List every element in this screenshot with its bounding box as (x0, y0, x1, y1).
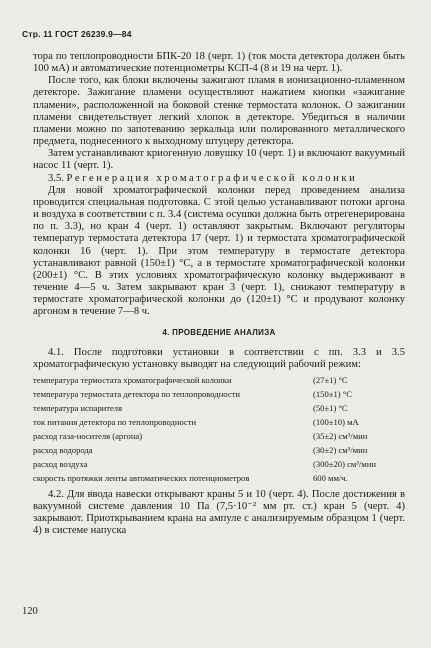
param-name: ток питания детектора по теплопроводности (33, 416, 197, 427)
paragraph: тора по теплопроводности БПК-20 18 (черт. 1) (ток моста детектора должен быть 100 мА) и автоматические потенциометры КСП-4 (8 и 19 на черт. 1). (33, 51, 405, 75)
param-name: расход водорода (33, 444, 93, 455)
page-header: Стр. 11 ГОСТ 26239.9—84 (22, 29, 132, 39)
paragraph: Для новой хроматографической колонки перед проведением анализа проводится специальная подготовка. С этой целью устанавливают потоки аргона и воздуха в соответствии с п. 3.4 (система осушки должна быть отрегенерирована по п. 3.3), но кран 4 (черт. 1) оставляют закрытым. Включают регуляторы температур термостата детектора 17 (черт. 1) и термостата хроматографической колонки 16 (черт. 1). При этом температуру в термостате детектора устанавливают равной (150±1) °С, а в термостате хроматографической колонки (200±1) °С. В этих условиях хроматографическую колонку выдерживают в течение 4—5 ч. Затем закрывают кран 3 (черт. 1), снижают температуру в термостате хроматографической колонки до (120±1) °С и продувают колонку аргоном в течение 7—8 ч. (33, 184, 405, 318)
table-row (33, 443, 405, 457)
table-row (33, 415, 405, 429)
param-name: температура термостата хроматографической колонки (33, 374, 232, 385)
paragraph: Затем устанавливают криогенную ловушку 10 (черт. 1) и включают вакуумный насос 11 (черт. 1). (33, 148, 405, 172)
subsection-number: 3.5. (48, 172, 64, 184)
param-value: (100±10) мА (313, 416, 359, 427)
param-name: температура испарителя (33, 402, 123, 413)
param-value: (27±1) °С (313, 374, 348, 385)
table-row (33, 457, 405, 471)
param-name: скорость протяжки ленты автоматических потенциометров (33, 472, 250, 483)
paragraph: 4.1. После подготовки установки в соответствии с пп. 3.3 и 3.5 хроматографическую установку выводят на следующий рабочий режим: (33, 346, 405, 370)
param-value: (30±2) см³/мин (313, 444, 368, 455)
param-value: (150±1) °С (313, 388, 352, 399)
param-name: температура термостата детектора по теплопроводности (33, 388, 240, 399)
subsection-title: Регенерация хроматографической колонки (66, 172, 358, 184)
param-name: расход воздуха (33, 458, 88, 469)
param-value: (50±1) °С (313, 402, 348, 413)
paragraph: После того, как блоки включены зажигают пламя в ионизационно-пламенном детекторе. Зажигание пламени осуществляют нажатием кнопки «зажигание пламени», расположенной на боковой стенке термостата колонок. О зажигании пламени свидетельствует легкий хлопок в детекторе. Убедиться в наличии пламени можно по запотеванию зеркальца или полированного металлического предмета, поднесенного к выходному штуцеру детектора. (33, 75, 405, 148)
paragraph: 4.2. Для ввода навески открывают краны 5 и 10 (черт. 4). После достижения в вакуумной системе давления 10 Па (7,5·10⁻² мм рт. ст.) кран 5 (черт. 4) закрывают. Приоткрыванием крана на ампуле с анализируемым образцом 1 (черт. 4) в системе напуска (33, 488, 405, 537)
table-row (33, 471, 405, 485)
operating-mode-table (33, 373, 405, 485)
param-name: расход газа-носителя (аргона) (33, 430, 143, 441)
page-content (33, 51, 405, 538)
subsection-paragraph (33, 173, 405, 185)
param-value: (300±20) см³/мин (313, 458, 376, 469)
param-value: (35±2) см³/мин (313, 430, 368, 441)
table-row (33, 401, 405, 415)
table-row (33, 387, 405, 401)
table-row (33, 373, 405, 387)
page-number: 120 (22, 606, 38, 617)
section-heading: 4. ПРОВЕДЕНИЕ АНАЛИЗА (162, 328, 276, 338)
table-row (33, 429, 405, 443)
param-value: 600 мм/ч. (313, 472, 348, 483)
